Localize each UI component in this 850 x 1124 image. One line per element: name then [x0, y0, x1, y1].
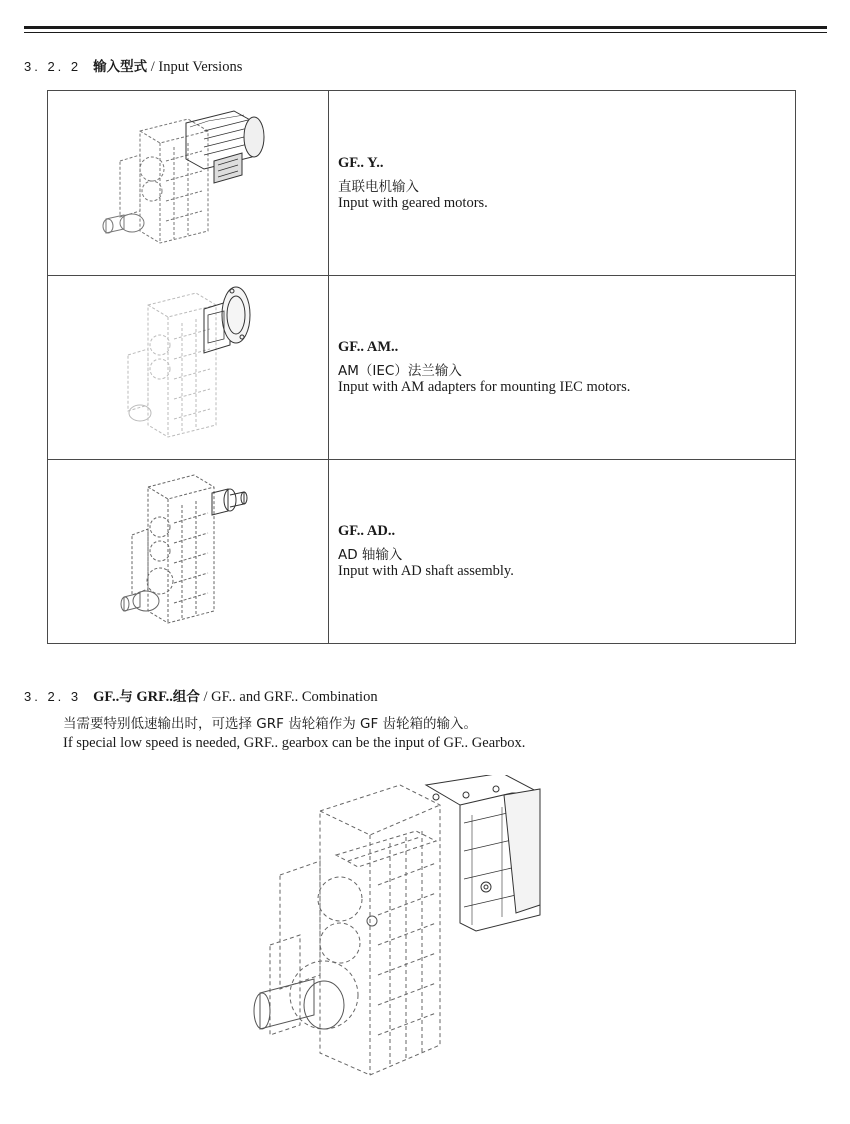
version-desc-en: Input with geared motors. — [338, 195, 488, 211]
version-desc-cn: 直联电机输入 — [338, 179, 419, 195]
gearbox-with-flange-adapter-icon — [48, 275, 328, 459]
version-code: GF.. Y.. — [338, 155, 384, 171]
gf-grf-combination-gearbox-icon — [240, 775, 550, 1100]
input-versions-table — [47, 90, 796, 644]
title-cn-with: 与 — [119, 689, 133, 705]
section-title-cn: 输入型式 — [93, 59, 148, 75]
version-desc-en: Input with AD shaft assembly. — [338, 563, 514, 579]
version-description — [338, 91, 778, 275]
header-rule-thin — [24, 32, 827, 33]
section-number: 3. 2. 2 — [24, 59, 82, 74]
version-code: GF.. AM.. — [338, 339, 399, 355]
section-322-heading — [24, 55, 242, 76]
table-row — [48, 275, 795, 459]
header-rule-thick — [24, 26, 827, 29]
table-row — [48, 459, 795, 643]
section-title-en: / Input Versions — [150, 59, 243, 75]
version-desc-en: Input with AM adapters for mounting IEC motors. — [338, 379, 631, 395]
title-gf: GF.. — [93, 689, 120, 705]
gearbox-with-input-shaft-icon — [48, 459, 328, 643]
version-desc-cn: AD 轴输入 — [338, 547, 403, 563]
section-number: 3. 2. 3 — [24, 689, 82, 704]
section-title-en: / GF.. and GRF.. Combination — [203, 689, 378, 705]
combination-description-cn: 当需要特别低速输出时，可选择 GRF 齿轮箱作为 GF 齿轮箱的输入。 — [63, 716, 477, 732]
title-grf: GRF.. — [136, 689, 173, 705]
title-cn-combination: 组合 — [172, 689, 200, 705]
version-description — [338, 275, 778, 459]
combination-description-en: If special low speed is needed, GRF.. gearbox can be the input of GF.. Gearbox. — [63, 735, 526, 751]
gearbox-with-motor-icon — [48, 91, 328, 275]
section-323-heading — [24, 685, 378, 706]
version-code: GF.. AD.. — [338, 523, 396, 539]
version-desc-cn: AM（IEC）法兰输入 — [338, 363, 462, 379]
version-description — [338, 459, 778, 643]
table-row — [48, 91, 795, 275]
